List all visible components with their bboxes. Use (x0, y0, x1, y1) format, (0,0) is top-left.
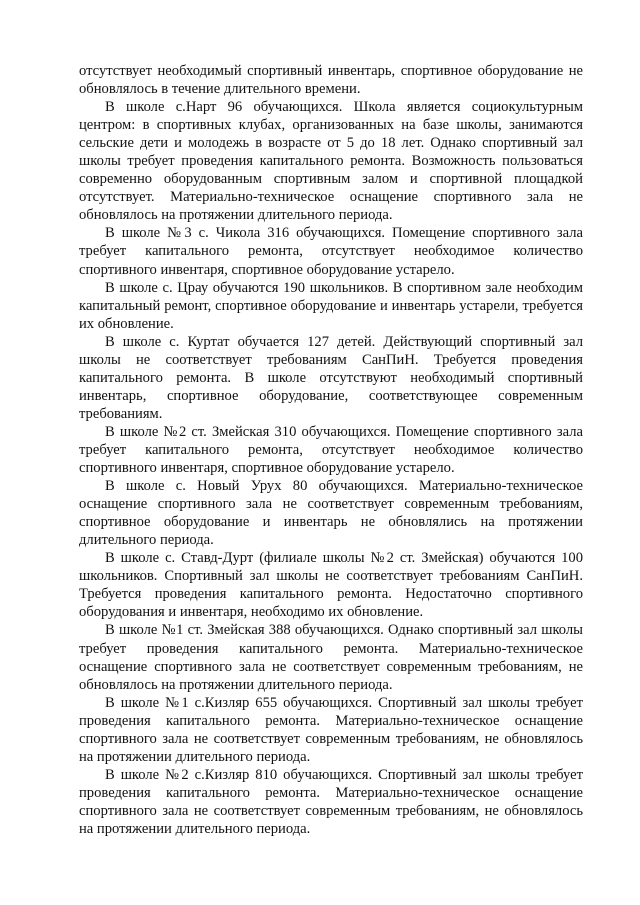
paragraph-continuation: отсутствует необходимый спортивный инвентарь, спортивное оборудование не обновлялось в течение длительного времени. (79, 63, 583, 98)
paragraph-school-stavd-durt: В школе с. Ставд-Дурт (филиале школы №2 ст. Змейская) обучаются 100 школьников. Спортивный зал школы не соответствует требованиям СанПиН. Требуется проведения капитального ремонта. Недостаточно спортивного оборудования и инвентаря, необходимо их обновление. (79, 550, 583, 621)
paragraph-school-novy-urukh: В школе с. Новый Урух 80 обучающихся. Материально-техническое оснащение спортивного зала не соответствует современным требованиям, спортивное оборудование и инвентарь не обновлялись на протяжении длительного периода. (79, 478, 583, 549)
paragraph-school-nart: В школе с.Нарт 96 обучающихся. Школа является социокультурным центром: в спортивных клубах, организованных на базе школы, занимаются сельские дети и молодежь в возрасте от 5 до 18 лет. Однако спортивный зал школы требует проведения капитального ремонта. Возможность пользоваться современно оборудованным спортивным залом и спортивной площадкой отсутствует. Материально-техническое оснащение спортивного зала не обновлялось на протяжении длительного периода. (79, 99, 583, 224)
paragraph-school-chikola: В школе №3 с. Чикола 316 обучающихся. Помещение спортивного зала требует капитального ремонта, отсутствует необходимое количество спортивного инвентаря, спортивное оборудование устарело. (79, 225, 583, 278)
paragraph-school-zmeyskaya-2: В школе №2 ст. Змейская 310 обучающихся. Помещение спортивного зала требует капитального ремонта, отсутствует необходимое количество спортивного инвентаря, спортивное оборудование устарело. (79, 423, 583, 477)
paragraph-school-kurtat: В школе с. Куртат обучается 127 детей. Действующий спортивный зал школы не соответствует требованиям СанПиН. Требуется проведения капитального ремонта. В школе отсутствуют необходимый спортивный инвентарь, спортивное оборудование, соответствующее современным требованиям. (79, 333, 583, 422)
paragraph-school-crau: В школе с. Црау обучаются 190 школьников. В спортивном зале необходим капитальный ремонт, спортивное оборудование и инвентарь устарели, требуется их обновление. (79, 279, 583, 332)
paragraph-school-kizlyar-1: В школе №1 с.Кизляр 655 обучающихся. Спортивный зал школы требует проведения капитального ремонта. Материально-техническое оснащение спортивного зала не соответствует современным требованиям, не обновлялось на протяжении длительного периода. (79, 694, 583, 765)
document-page (79, 62, 583, 838)
paragraph-school-kizlyar-2: В школе №2 с.Кизляр 810 обучающихся. Спортивный зал школы требует проведения капитального ремонта. Материально-техническое оснащение спортивного зала не соответствует современным требованиям, не обновлялось на протяжении длительного периода. (79, 766, 583, 837)
paragraph-school-zmeyskaya-1: В школе №1 ст. Змейская 388 обучающихся. Однако спортивный зал школы требует проведения капитального ремонта. Материально-техническое оснащение спортивного зала не соответствует современным требованиям, не обновлялось на протяжении длительного периода. (79, 622, 583, 693)
